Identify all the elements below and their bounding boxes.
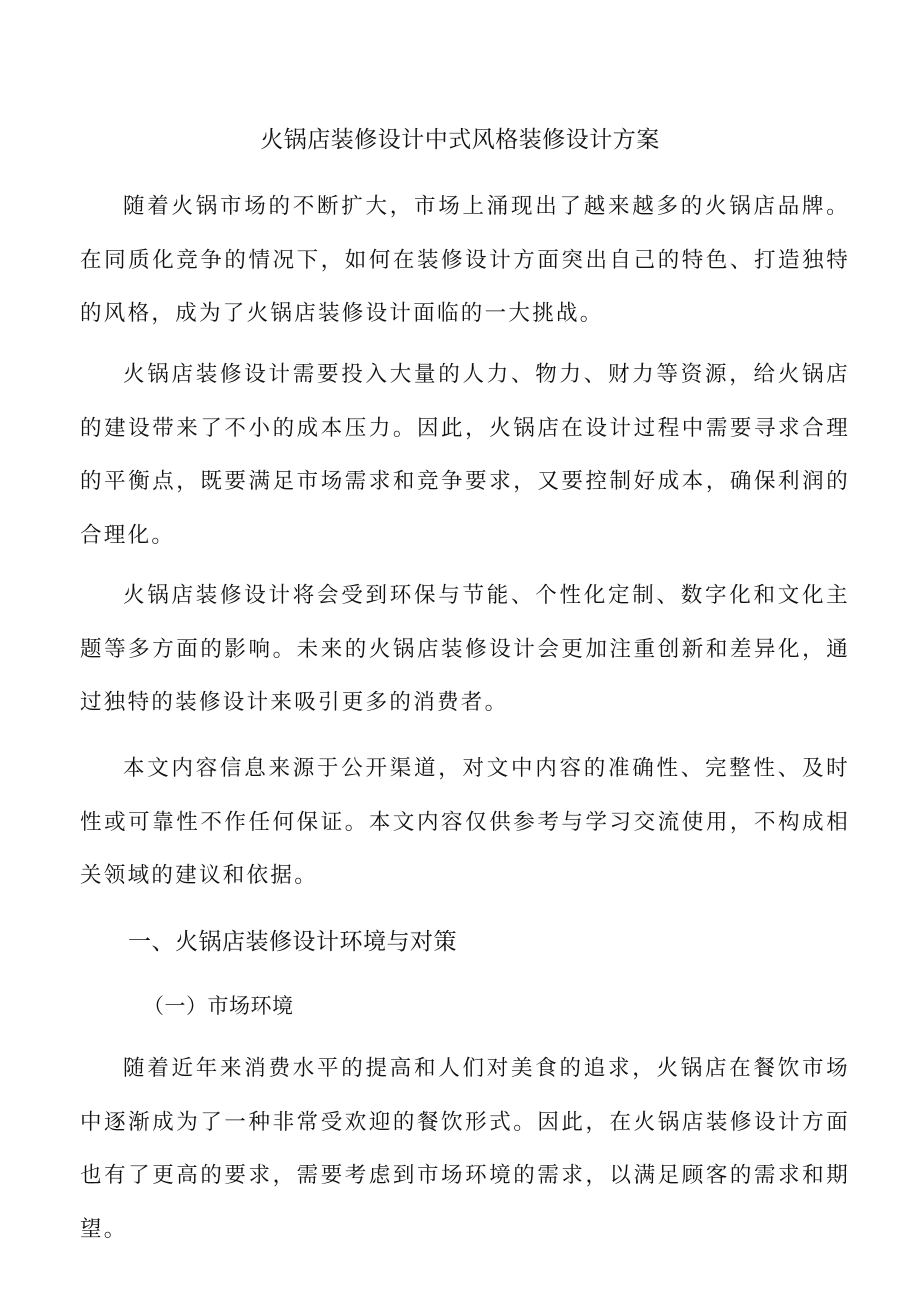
paragraph-disclaimer: 本文内容信息来源于公开渠道，对文中内容的准确性、完整性、及时性或可靠性不作任何保证。本文内容仅供参考与学习交流使用，不构成相关领域的建议和依据。 — [80, 756, 850, 888]
paragraph-cost-pressure: 火锅店装修设计需要投入大量的人力、物力、财力等资源，给火锅店的建设带来了不小的成本压力。因此，火锅店在设计过程中需要寻求合理的平衡点，既要满足市场需求和竞争要求，又要控制好成本，确保利润的合理化。 — [80, 362, 850, 548]
paragraph-intro-market: 随着火锅市场的不断扩大，市场上涌现出了越来越多的火锅店品牌。在同质化竞争的情况下，如何在装修设计方面突出自己的特色、打造独特的风格，成为了火锅店装修设计面临的一大挑战。 — [80, 194, 850, 326]
subsection-heading: （一）市场环境 — [143, 994, 294, 1018]
paragraph-market-environment: 随着近年来消费水平的提高和人们对美食的追求，火锅店在餐饮市场中逐渐成为了一种非常受欢迎的餐饮形式。因此，在火锅店装修设计方面也有了更高的要求，需要考虑到市场环境的需求，以满足顾客的需求和期望。 — [80, 1056, 850, 1242]
paragraph-future-trends: 火锅店装修设计将会受到环保与节能、个性化定制、数字化和文化主题等多方面的影响。未来的火锅店装修设计会更加注重创新和差异化，通过独特的装修设计来吸引更多的消费者。 — [80, 583, 850, 715]
section-heading: 一、火锅店装修设计环境与对策 — [128, 929, 457, 955]
document-title: 火锅店装修设计中式风格装修设计方案 — [260, 127, 660, 153]
